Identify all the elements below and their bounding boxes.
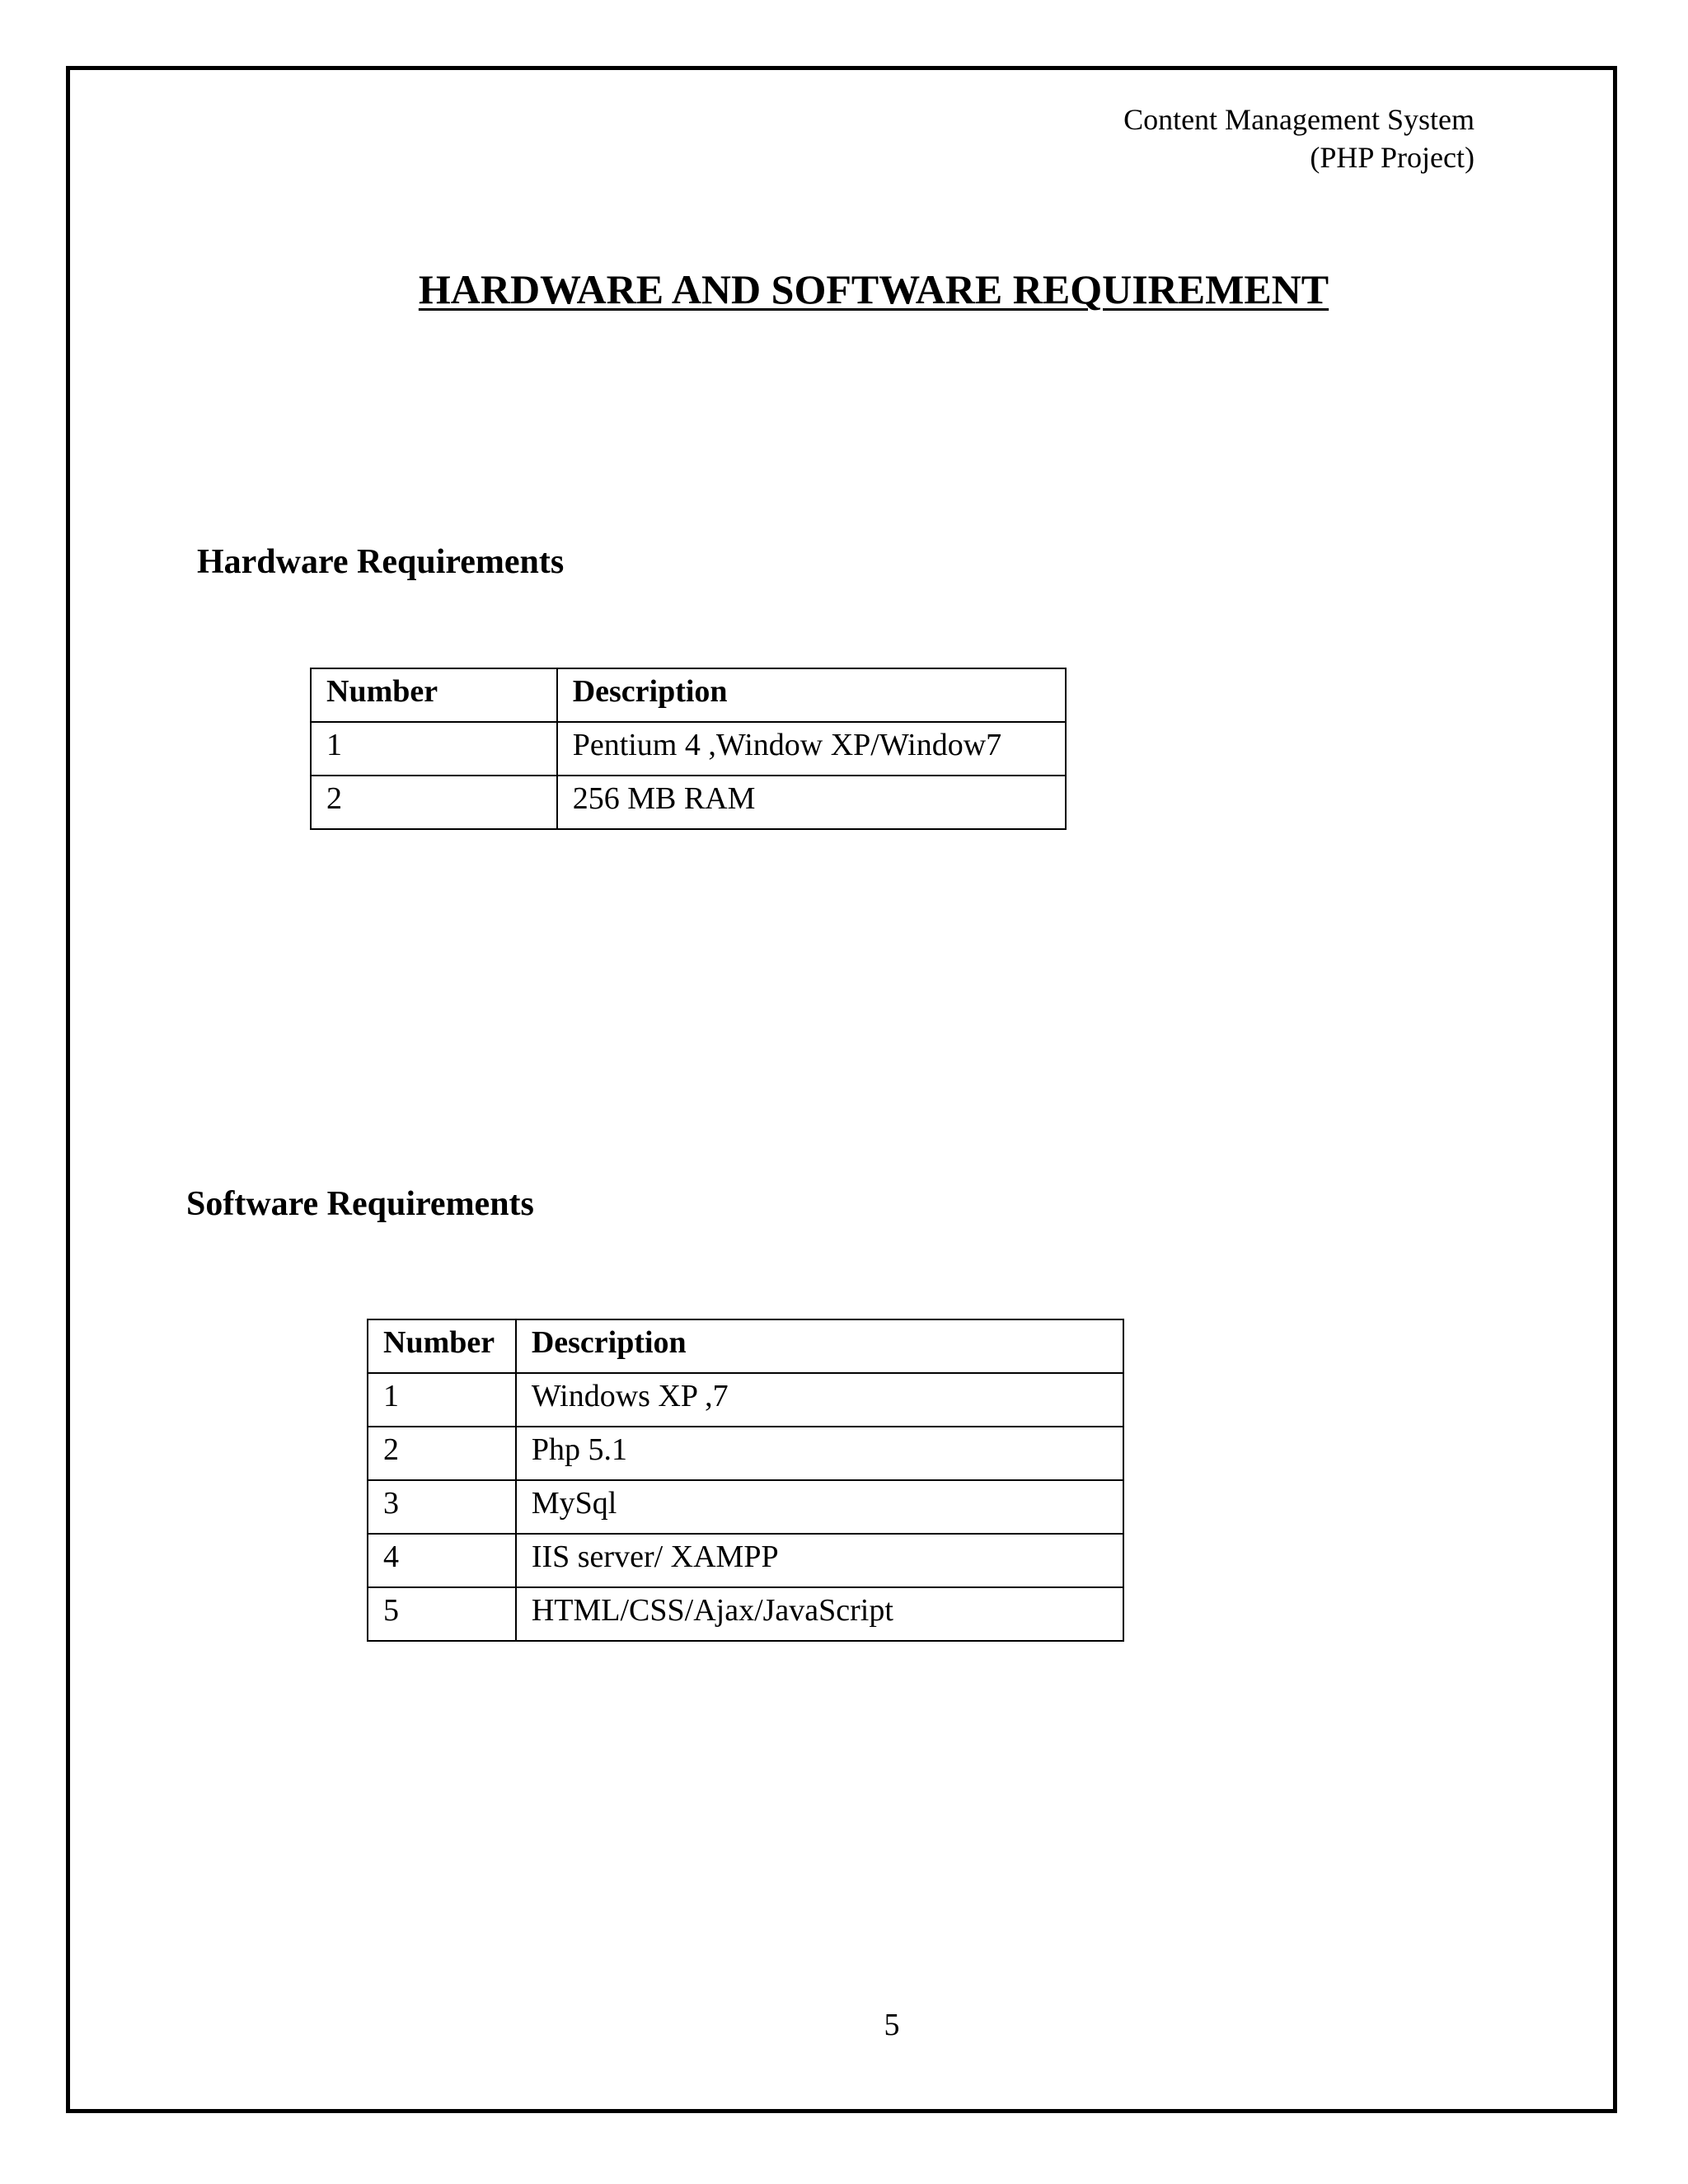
cell-number: 5 bbox=[368, 1587, 516, 1641]
header-line-1: Content Management System bbox=[1123, 103, 1475, 136]
cell-number: 2 bbox=[311, 776, 557, 829]
table-row bbox=[368, 1373, 1123, 1427]
cell-description: Php 5.1 bbox=[516, 1427, 1123, 1480]
hardware-table bbox=[310, 668, 1067, 830]
cell-description: Pentium 4 ,Window XP/Window7 bbox=[557, 722, 1066, 776]
column-header-description: Description bbox=[557, 668, 1066, 722]
running-header bbox=[1123, 101, 1475, 176]
cell-number: 1 bbox=[311, 722, 557, 776]
page-border bbox=[66, 66, 1617, 2113]
column-header-description: Description bbox=[516, 1319, 1123, 1373]
software-table bbox=[367, 1319, 1124, 1642]
cell-number: 4 bbox=[368, 1534, 516, 1587]
cell-description: IIS server/ XAMPP bbox=[516, 1534, 1123, 1587]
page-number: 5 bbox=[884, 2008, 900, 2042]
cell-description: MySql bbox=[516, 1480, 1123, 1534]
table-row bbox=[311, 776, 1066, 829]
table-row bbox=[368, 1534, 1123, 1587]
column-header-number: Number bbox=[311, 668, 557, 722]
table-header-row bbox=[311, 668, 1066, 722]
page-title: HARDWARE AND SOFTWARE REQUIREMENT bbox=[418, 266, 1329, 312]
table-row bbox=[368, 1427, 1123, 1480]
cell-number: 2 bbox=[368, 1427, 516, 1480]
header-line-2: (PHP Project) bbox=[1310, 141, 1475, 174]
cell-number: 3 bbox=[368, 1480, 516, 1534]
cell-number: 1 bbox=[368, 1373, 516, 1427]
table-row bbox=[368, 1480, 1123, 1534]
hardware-heading: Hardware Requirements bbox=[197, 543, 565, 581]
table-header-row bbox=[368, 1319, 1123, 1373]
table-row bbox=[311, 722, 1066, 776]
software-heading: Software Requirements bbox=[186, 1185, 534, 1223]
cell-description: HTML/CSS/Ajax/JavaScript bbox=[516, 1587, 1123, 1641]
column-header-number: Number bbox=[368, 1319, 516, 1373]
cell-description: 256 MB RAM bbox=[557, 776, 1066, 829]
cell-description: Windows XP ,7 bbox=[516, 1373, 1123, 1427]
table-row bbox=[368, 1587, 1123, 1641]
